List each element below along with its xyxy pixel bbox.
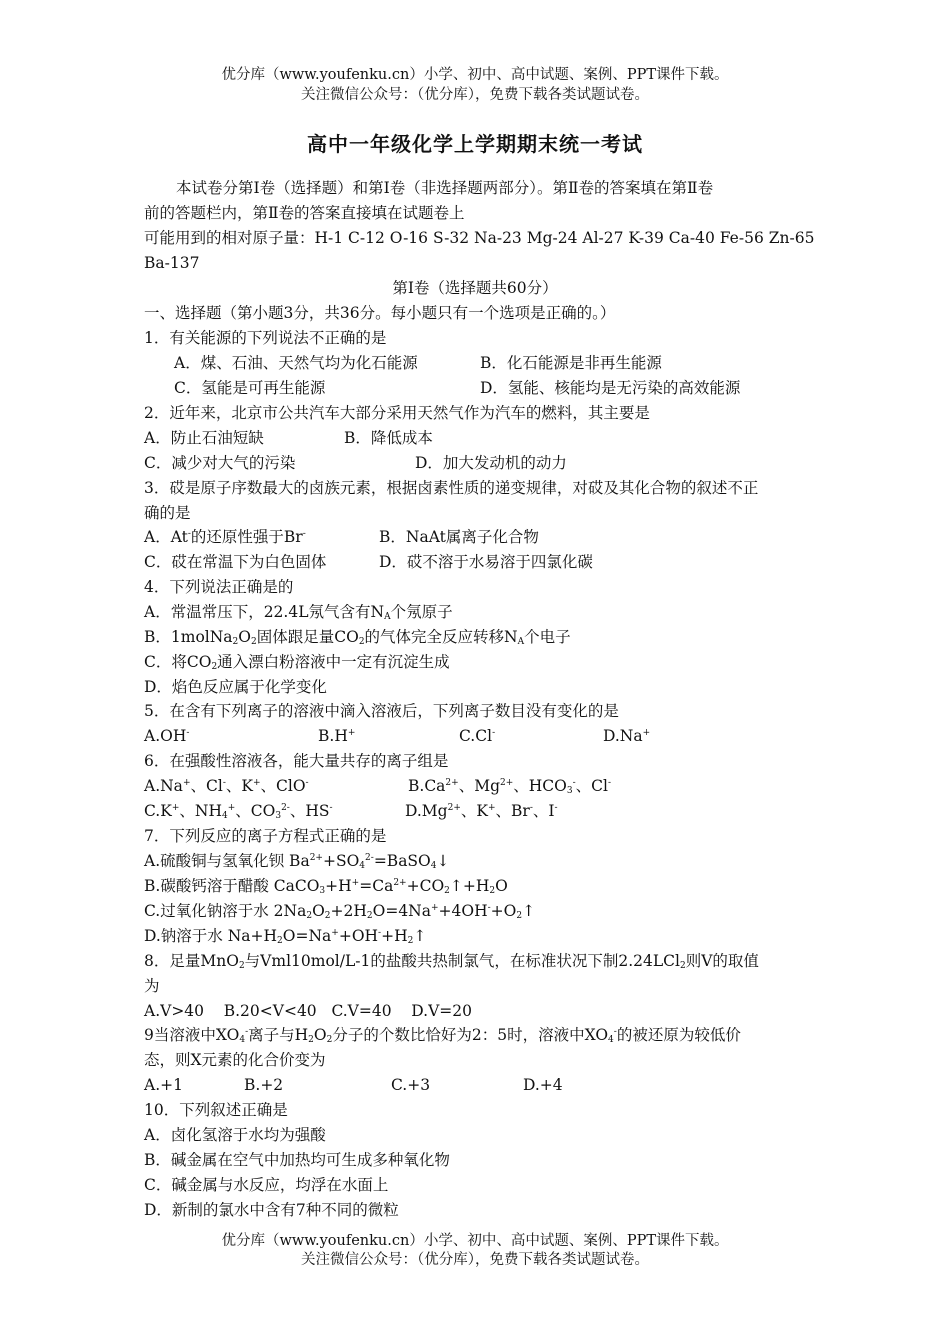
q10-option-c: C．碱金属与水反应，均浮在水面上	[144, 1176, 389, 1194]
q8-stem-1: 8．足量MnO$_2$与Vml10mol/L-1的盐酸共热制氯气，在标准状况下制2.24LCl$_2$则V的取值	[144, 952, 759, 971]
q4-option-b: B．$1molNa_2O_2$固体跟足量$CO_2$的气体完全反应转移$N_A$个电子	[144, 628, 571, 647]
q7-stem: 7．下列反应的离子方程式正确的是	[144, 827, 387, 845]
q2-option-d: D．加大发动机的动力	[415, 454, 567, 472]
q7-option-a: A.硫酸铜与氢氧化钡 $Ba^{2+}+SO_4^{2-}=BaSO_4↓$	[144, 852, 450, 871]
q4-option-c: C．将$CO_2$通入漂白粉溶液中一定有沉淀生成	[144, 653, 450, 672]
q3-stem-1: 3．砹是原子序数最大的卤族元素，根据卤素性质的递变规律，对砹及其化合物的叙述不正	[144, 479, 759, 497]
q4-option-d: D．焰色反应属于化学变化	[144, 678, 327, 696]
q2-option-b: B．降低成本	[344, 429, 433, 447]
q5-option-d: D.Na+	[603, 727, 651, 745]
q9-option-a: A.+1	[144, 1076, 183, 1094]
q5-option-a: A.OH-	[144, 727, 190, 745]
q2-option-c: C．减少对大气的污染	[144, 454, 296, 472]
q2-stem: 2．近年来，北京市公共汽车大部分采用天然气作为汽车的燃料，其主要是	[144, 404, 650, 422]
q4-stem: 4．下列说法正确是的	[144, 578, 294, 596]
page-title: 高中一年级化学上学期期末统一考试	[307, 132, 643, 156]
q6-option-a: A.Na+、Cl-、K+、ClO-	[144, 777, 309, 795]
q6-option-b: $B.Ca^{2+}$、$Mg^{2+}$、$HCO_3^-$、Cl-	[408, 777, 612, 796]
q3-option-b: B．NaAt属离子化合物	[379, 528, 539, 546]
header-line-1: 优分库（www.youfenku.cn）小学、初中、高中试题、案例、PPT课件下载。	[221, 67, 729, 83]
q9-stem-2: 态，则X元素的化合价变为	[144, 1051, 326, 1069]
q3-option-a: A．At-的还原性强于Br-	[144, 528, 306, 546]
q6-option-c: C.K+、$NH_4^+$、$CO_3^{2-}$、HS-	[144, 802, 333, 821]
q6-option-d: $D.Mg^{2+}$、K+、Br-、I-	[405, 802, 558, 820]
q9-option-c: C.+3	[391, 1076, 431, 1094]
q10-stem: 10．下列叙述正确是	[144, 1101, 288, 1119]
q5-stem: 5．在含有下列离子的溶液中滴入溶液后，下列离子数目没有变化的是	[144, 702, 619, 720]
header-line-2: 关注微信公众号：（优分库），免费下载各类试题试卷。	[301, 87, 649, 103]
q9-stem-1: 9当溶液中$XO_4^-$离子与$H_2O_2$分子的个数比恰好为2：5时，溶液中$XO_4^-$的被还原为较低价	[144, 1026, 741, 1045]
q8-stem-2: 为	[144, 977, 160, 995]
q5-option-b: B.H+	[318, 727, 356, 745]
q1-option-a: A．煤、石油、天然气均为化石能源	[174, 354, 418, 372]
intro-line-1: 本试卷分第Ⅰ卷（选择题）和第Ⅰ卷（非选择题两部分）。第Ⅱ卷的答案填在第Ⅱ卷	[176, 179, 714, 197]
q1-option-b: B．化石能源是非再生能源	[480, 354, 662, 372]
q10-option-d: D．新制的氯水中含有7种不同的微粒	[144, 1201, 399, 1219]
q7-option-d: D.钠溶于水 $Na+H_2O=Na^++OH^-+H_2↑$	[144, 927, 427, 946]
q9-option-d: D.+4	[523, 1076, 563, 1094]
intro-line-3: 可能用到的相对原子量：H-1 C-12 O-16 S-32 Na-23 Mg-24 Al-27 K-39 Ca-40 Fe-56 Zn-65	[144, 229, 815, 247]
section-heading: 第Ⅰ卷（选择题共60分）	[392, 279, 558, 297]
q3-option-d: D．砹不溶于水易溶于四氯化碳	[379, 553, 593, 571]
q8-options: A.V>40 B.20<V<40 C.V=40 D.V=20	[144, 1002, 472, 1020]
q7-option-c: C.过氧化钠溶于水 $2Na_2O_2+2H_2O=4Na^++4OH^-+O_2↑$	[144, 902, 536, 921]
q3-stem-2: 确的是	[144, 504, 191, 522]
q5-option-c: C.Cl-	[459, 727, 496, 745]
footer-line-1: 优分库（www.youfenku.cn）小学、初中、高中试题、案例、PPT课件下载。	[221, 1233, 729, 1249]
q1-option-c: C．氢能是可再生能源	[174, 379, 326, 397]
intro-line-2: 前的答题栏内，第Ⅱ卷的答案直接填在试题卷上	[144, 204, 465, 222]
footer-line-2: 关注微信公众号：（优分库），免费下载各类试题试卷。	[301, 1252, 649, 1268]
section-instruction: 一、选择题（第小题3分，共36分。每小题只有一个选项是正确的。）	[144, 304, 616, 322]
q1-stem: 1．有关能源的下列说法不正确的是	[144, 329, 387, 347]
q3-option-c: C．砹在常温下为白色固体	[144, 553, 327, 571]
q10-option-a: A．卤化氢溶于水均为强酸	[144, 1126, 326, 1144]
q2-option-a: A．防止石油短缺	[144, 429, 264, 447]
q6-stem: 6．在强酸性溶液各，能大量共存的离子组是	[144, 752, 449, 770]
q10-option-b: B．碱金属在空气中加热均可生成多种氧化物	[144, 1151, 450, 1169]
q9-option-b: B.+2	[244, 1076, 284, 1094]
q4-option-a: A．常温常压下，22.4L氖气含有$N_A$个氖原子	[144, 603, 453, 622]
q1-option-d: D．氢能、核能均是无污染的高效能源	[480, 379, 741, 397]
intro-line-4: Ba-137	[144, 254, 200, 272]
q7-option-b: B.碳酸钙溶于醋酸 $CaCO_3+H^+=Ca^{2+}+CO_2↑+H_2O$	[144, 877, 508, 896]
